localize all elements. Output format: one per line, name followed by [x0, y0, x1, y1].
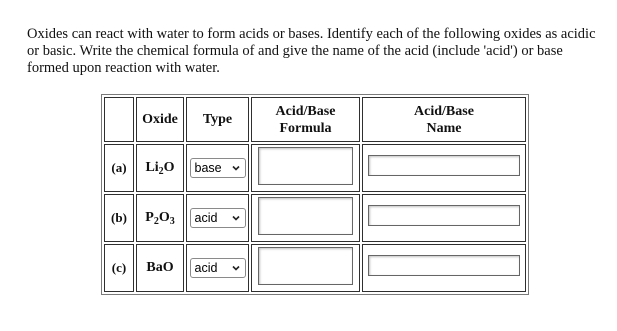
header-label-cell [104, 97, 134, 142]
oxides-table [101, 94, 529, 295]
type-select[interactable] [190, 258, 246, 278]
formula-input[interactable] [258, 247, 353, 285]
formula-cell [251, 194, 360, 242]
name-input[interactable] [368, 205, 520, 226]
formula-cell [251, 144, 360, 192]
type-cell [186, 194, 249, 242]
type-select-value: base [194, 161, 222, 175]
table-row [104, 194, 526, 242]
chevron-down-icon [232, 164, 240, 172]
name-cell [362, 144, 526, 192]
instructions-text: Oxides can react with water to form acids or bases. Identify each of the following oxides as acidic or basic. Write the chemical formula of and give the name of the acid (include 'acid') or base formed upon reaction with water. [27, 26, 596, 76]
header-formula [251, 97, 360, 142]
row-label: (c) [104, 244, 134, 292]
type-select-value: acid [194, 211, 218, 225]
header-oxide: Oxide [136, 97, 184, 142]
type-cell [186, 244, 249, 292]
name-input[interactable] [368, 155, 520, 176]
header-name [362, 97, 526, 142]
chevron-down-icon [232, 214, 240, 222]
table-header-row [104, 97, 526, 142]
chevron-down-icon [232, 264, 240, 272]
oxide-formula: BaO [136, 244, 184, 292]
type-select[interactable] [190, 158, 246, 178]
header-type: Type [186, 97, 249, 142]
name-cell [362, 244, 526, 292]
name-input[interactable] [368, 255, 520, 276]
row-label: (a) [104, 144, 134, 192]
formula-input[interactable] [258, 197, 353, 235]
header-name-line1: Acid/Base [414, 103, 474, 119]
header-formula-line1: Acid/Base [275, 103, 336, 119]
type-select[interactable] [190, 208, 246, 228]
type-select-value: acid [194, 261, 218, 275]
header-formula-line2: Formula [279, 120, 332, 136]
formula-cell [251, 244, 360, 292]
type-cell [186, 144, 249, 192]
header-name-line2: Name [426, 120, 462, 136]
formula-input[interactable] [258, 147, 353, 185]
table-row [104, 144, 526, 192]
table-row [104, 244, 526, 292]
oxide-formula: $Li_2O$ [136, 144, 184, 192]
name-cell [362, 194, 526, 242]
row-label: (b) [104, 194, 134, 242]
oxide-formula: $P_2O_3$ [136, 194, 184, 242]
